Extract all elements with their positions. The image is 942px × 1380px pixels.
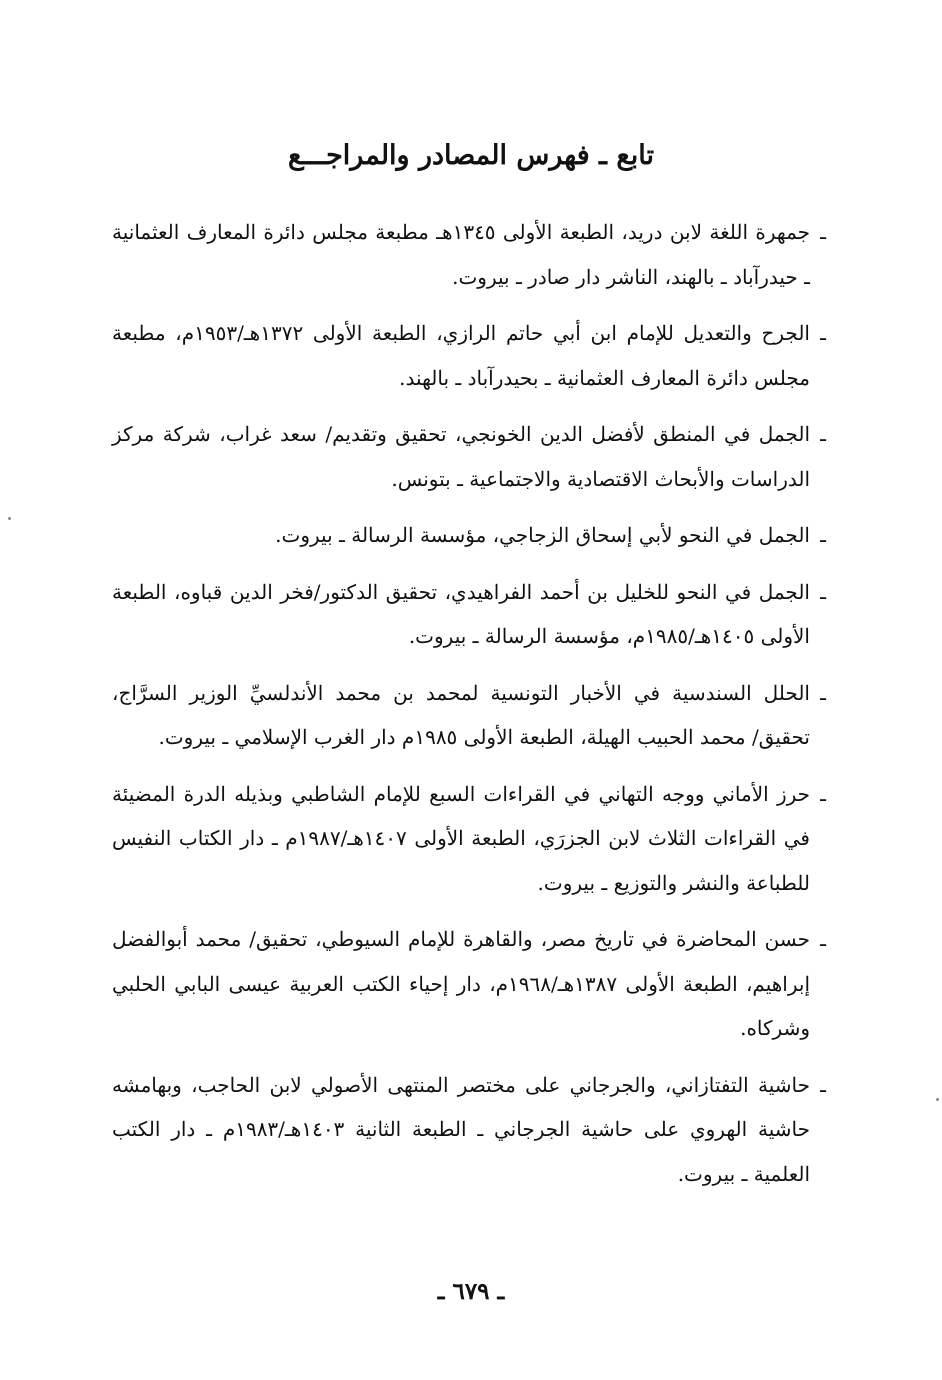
entry-dash: ـ xyxy=(820,927,826,951)
entry-dash: ـ xyxy=(820,523,826,547)
entry-text: الجمل في النحو لأبي إسحاق الزجاجي، مؤسسة الرسالة ـ بيروت. xyxy=(275,523,810,547)
entry-text: جمهرة اللغة لابن دريد، الطبعة الأولى ١٣٤٥هـ مطبعة مجلس دائرة المعارف العثمانية ـ حيدرآباد ـ بالهند، الناشر دار صادر ـ بيروت. xyxy=(112,220,811,289)
entry-dash: ـ xyxy=(820,579,826,604)
bibliography-entry xyxy=(112,210,830,299)
bibliography-entry xyxy=(112,772,830,906)
bibliography-entry xyxy=(112,1063,830,1197)
bibliography-entry xyxy=(112,570,830,659)
entry-text: الجرح والتعديل للإمام ابن أبي حاتم الرازي، الطبعة الأولى ١٣٧٢هـ/١٩٥٣م، مطبعة مجلس دائرة المعارف العثمانية ـ بحيدرآباد ـ بالهند. xyxy=(112,321,810,390)
entry-text: الحلل السندسية في الأخبار التونسية لمحمد بن محمد الأندلسيِّ الوزير السرَّاج، تحقيق/ محمد الحبيب الهيلة، الطبعة الأولى ١٩٨٥م دار الغرب الإسلامي ـ بيروت. xyxy=(112,680,810,749)
entry-text: الجمل في النحو للخليل بن أحمد الفراهيدي، تحقيق الدكتور/فخر الدين قباوه، الطبعة الأولى ١٤٠٥هـ/١٩٨٥م، مؤسسة الرسالة ـ بيروت. xyxy=(112,579,810,648)
page-title: تابع ـ فهرس المصادر والمراجـــع xyxy=(288,140,654,171)
bibliography-entry xyxy=(112,311,830,400)
bibliography-entry xyxy=(112,917,830,1051)
bibliography-entry xyxy=(112,513,830,558)
bibliography-entry xyxy=(112,671,830,760)
entry-dash: ـ xyxy=(820,321,826,345)
bibliography-list xyxy=(112,210,830,1208)
entry-dash: ـ xyxy=(820,680,826,705)
entry-text: الجمل في المنطق لأفضل الدين الخونجي، تحقيق وتقديم/ سعد غراب، شركة مركز الدراسات والأبحاث الاقتصادية والاجتماعية ـ بتونس. xyxy=(112,422,810,491)
entry-dash: ـ xyxy=(820,220,826,244)
entry-text: حسن المحاضرة في تاريخ مصر، والقاهرة للإمام السيوطي، تحقيق/ محمد أبوالفضل إبراهيم، الطبعة الأولى ١٣٨٧هـ/١٩٦٨م، دار إحياء الكتب العربية عيسى البابي الحلبي وشركاه. xyxy=(112,927,811,1040)
entry-text: حاشية التفتازاني، والجرجاني على مختصر المنتهى الأصولي لابن الحاجب، وبهامشه حاشية الهروي على حاشية الجرجاني ـ الطبعة الثانية ١٤٠٣هـ/١٩٨٣م ـ دار الكتب العلمية ـ بيروت. xyxy=(112,1072,810,1186)
scan-speck xyxy=(8,517,11,520)
entry-dash: ـ xyxy=(820,781,826,806)
page-number: ـ ٦٧٩ ـ xyxy=(437,1278,505,1305)
bibliography-entry xyxy=(112,412,830,501)
entry-dash: ـ xyxy=(820,422,826,446)
entry-text: حرز الأماني ووجه التهاني في القراءات السبع للإمام الشاطبي وبذيله الدرة المضيئة في القراءات الثلاث لابن الجزرَي، الطبعة الأولى ١٤٠٧هـ/١٩٨٧م ـ دار الكتاب النفيس للطباعة والنشر والتوزيع ـ بيروت. xyxy=(112,781,810,895)
entry-dash: ـ xyxy=(820,1072,826,1097)
scan-speck xyxy=(936,1098,939,1101)
